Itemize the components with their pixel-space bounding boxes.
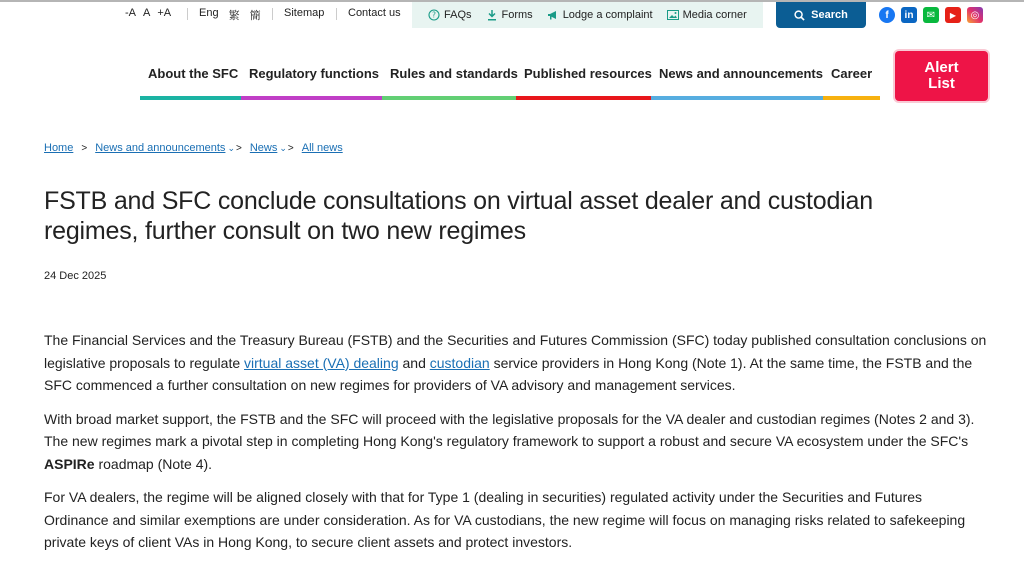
paragraph-3: For VA dealers, the regime will be aligned closely with that for Type 1 (dealing in securities) regulated activity under the Securities and Futures Ordinance and similar exemptions are under consideration. As for VA custodians, the new regime will focus on managing risks related to safekeeping private keys of client VAs in Hong Kong, to secure client assets and protect investors. <box>44 489 966 550</box>
chevron-down-icon[interactable]: ⌄ <box>279 142 287 153</box>
divider <box>272 8 273 20</box>
lodge-complaint-label: Lodge a complaint <box>562 9 653 21</box>
alert-list-button[interactable] <box>895 51 988 101</box>
custodian-link[interactable]: custodian <box>429 354 490 371</box>
faqs-link[interactable] <box>428 9 472 21</box>
search-label: Search <box>811 9 848 21</box>
svg-text:?: ? <box>432 10 436 20</box>
nav-underline <box>241 96 382 100</box>
lang-traditional-chinese[interactable]: 繁 <box>228 10 240 22</box>
forms-link[interactable] <box>486 9 533 21</box>
linkedin-glyph: in <box>904 9 914 21</box>
alert-label-line1: Alert <box>924 59 959 76</box>
sitemap-link[interactable]: Sitemap <box>284 7 325 19</box>
divider <box>336 8 337 20</box>
breadcrumb-news-and-announcements[interactable]: News and announcements <box>95 142 226 154</box>
nav-label: Regulatory functions <box>249 66 380 81</box>
question-circle-icon <box>428 9 440 21</box>
nav-about-the-sfc[interactable] <box>140 64 241 100</box>
text: and <box>398 354 430 371</box>
megaphone-icon <box>547 9 559 21</box>
nav-label: Rules and standards <box>390 66 518 81</box>
text: service providers in Hong Kong (Note 1). At the same time, the FSTB and the SFC commenced a further consultation on new regimes for providers of VA advisory and management services. <box>44 354 973 393</box>
nav-underline <box>140 96 241 100</box>
linkedin-icon[interactable] <box>901 7 917 23</box>
search-button[interactable] <box>776 2 866 28</box>
contact-us-link[interactable]: Contact us <box>348 7 401 19</box>
download-icon <box>486 9 498 21</box>
youtube-glyph: ▶ <box>949 10 957 20</box>
media-corner-link[interactable] <box>667 9 747 21</box>
nav-underline <box>651 96 823 100</box>
utility-bar <box>0 2 1024 28</box>
divider <box>187 8 188 20</box>
nav-news-and-announcements[interactable] <box>651 64 823 100</box>
wechat-glyph: ✉ <box>926 9 936 21</box>
breadcrumb-separator: > <box>81 142 88 154</box>
nav-career[interactable] <box>823 64 880 100</box>
nav-underline <box>382 96 516 100</box>
publish-date: 24 Dec 2025 <box>44 270 107 282</box>
lodge-complaint-link[interactable] <box>547 9 653 21</box>
lang-simplified-chinese[interactable]: 簡 <box>249 10 261 22</box>
va-dealing-link[interactable]: virtual asset (VA) dealing <box>244 354 399 371</box>
font-size-controls <box>125 7 171 19</box>
instagram-icon[interactable] <box>967 7 983 23</box>
nav-label: News and announcements <box>659 66 823 81</box>
image-icon <box>667 9 679 21</box>
nav-published-resources[interactable] <box>516 64 651 100</box>
font-increase-button[interactable]: +A <box>157 7 172 19</box>
nav-regulatory-functions[interactable] <box>241 64 382 100</box>
social-links <box>879 7 983 23</box>
nav-label: About the SFC <box>148 66 239 81</box>
alert-label-line2: List <box>928 75 955 92</box>
nav-rules-and-standards[interactable] <box>382 64 516 100</box>
breadcrumb-separator: > <box>235 142 242 154</box>
nav-underline <box>823 96 880 100</box>
forms-label: Forms <box>501 9 533 21</box>
search-icon <box>794 10 805 21</box>
nav-label: Career <box>831 66 873 81</box>
breadcrumb-news[interactable]: News <box>249 142 278 154</box>
facebook-icon[interactable] <box>879 7 895 23</box>
aspire-bold: ASPIRe <box>44 455 95 472</box>
text: With broad market support, the FSTB and the SFC will proceed with the legislative proposals for the VA dealer and custodian regimes (Notes 2 and 3). The new regimes mark a pivotal step in completing Hong Kong's regulatory framework to support a robust and secure VA ecosystem under the SFC's <box>44 410 975 449</box>
media-corner-label: Media corner <box>682 9 747 21</box>
language-switcher <box>199 7 261 23</box>
paragraph-1 <box>44 329 989 397</box>
text: roadmap (Note 4). <box>94 455 213 472</box>
breadcrumb-all-news[interactable]: All news <box>301 142 343 154</box>
breadcrumb <box>44 142 343 154</box>
faqs-label: FAQs <box>444 9 472 21</box>
font-default-button[interactable]: A <box>143 7 151 19</box>
instagram-glyph: ◎ <box>970 9 980 21</box>
breadcrumb-home[interactable]: Home <box>44 142 74 154</box>
facebook-glyph: f <box>885 9 889 21</box>
breadcrumb-separator: > <box>287 142 294 154</box>
chevron-down-icon[interactable]: ⌄ <box>227 142 235 153</box>
paragraph-2 <box>44 408 989 476</box>
nav-label: Published resources <box>524 66 652 81</box>
youtube-icon[interactable] <box>945 7 961 23</box>
lang-english[interactable]: Eng <box>199 7 219 19</box>
page-title: FSTB and SFC conclude consultations on virtual asset dealer and custodian regimes, further consult on two new regimes <box>44 187 873 245</box>
wechat-icon[interactable] <box>923 7 939 23</box>
nav-underline <box>516 96 651 100</box>
article-body <box>44 329 989 565</box>
quick-links <box>412 2 763 28</box>
font-decrease-button[interactable]: -A <box>125 7 136 19</box>
text: The Financial Services and the Treasury Bureau (FSTB) and the Securities and Futures Commission (SFC) today published consultation conclusions on legislative proposals to regulate <box>44 332 987 371</box>
main-nav <box>140 64 880 100</box>
